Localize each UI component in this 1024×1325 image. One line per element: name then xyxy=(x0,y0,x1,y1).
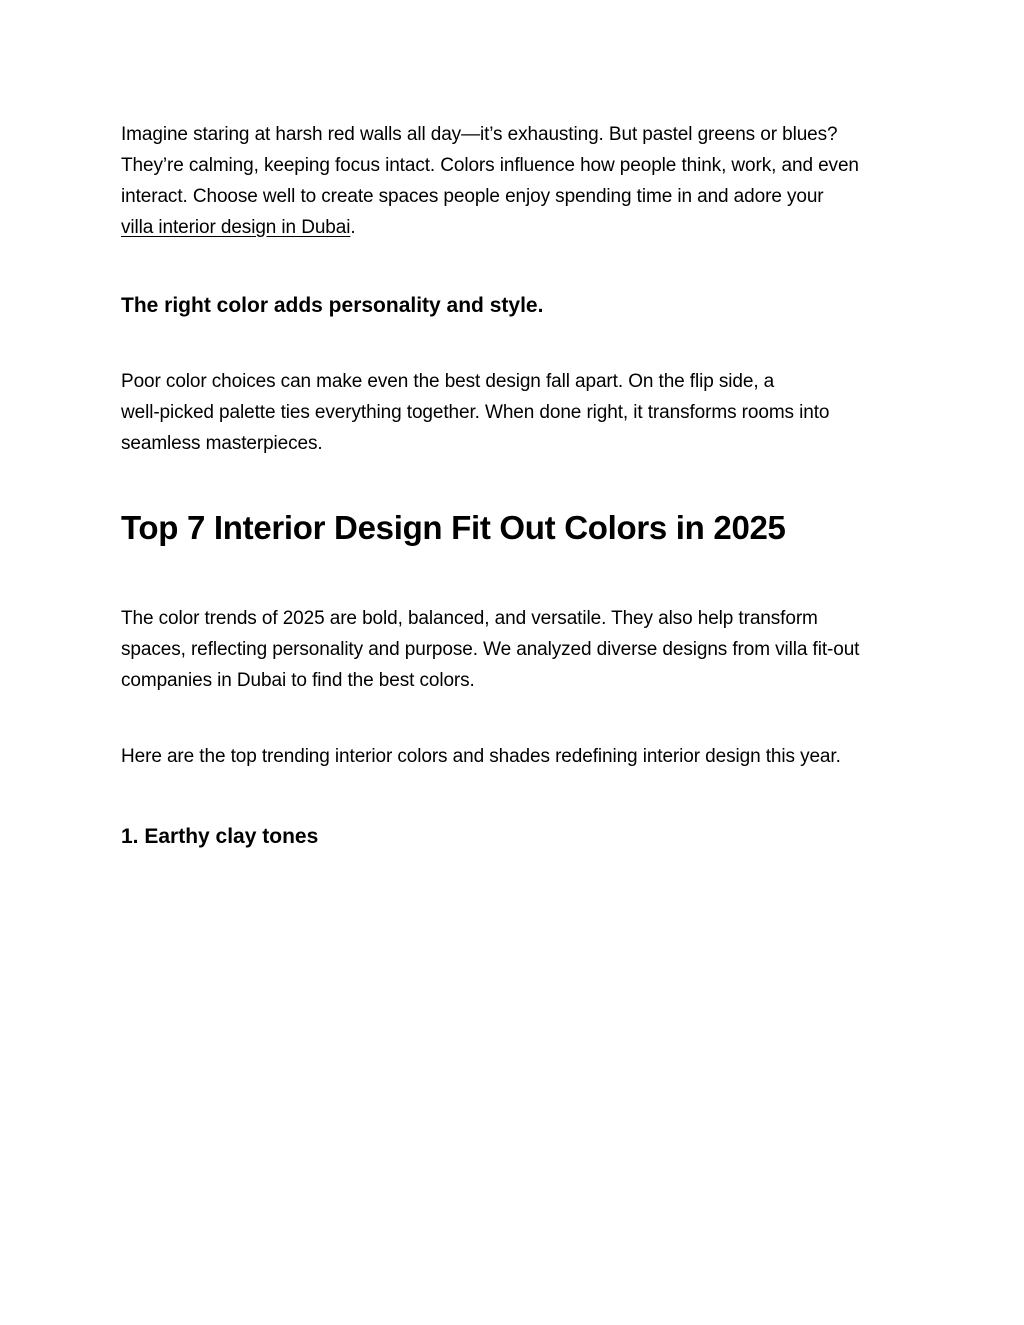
intro-line-2: They’re calming, keeping focus intact. Colors influence how people think, work, and even xyxy=(121,155,859,176)
intro-line-1: Imagine staring at harsh red walls all day—it’s exhausting. But pastel greens or blues? xyxy=(121,124,838,145)
top7-line-1: The color trends of 2025 are bold, balanced, and versatile. They also help transform xyxy=(121,608,818,629)
top7-paragraph-1 xyxy=(121,603,911,696)
intro-line-3: interact. Choose well to create spaces people enjoy spending time in and adore your xyxy=(121,186,824,207)
personality-paragraph xyxy=(121,366,911,459)
top7-line-3: companies in Dubai to find the best colors. xyxy=(121,670,475,691)
top7-para2-line: Here are the top trending interior colors and shades redefining interior design this year. xyxy=(121,746,841,767)
personality-heading: The right color adds personality and style. xyxy=(121,294,544,317)
personality-line-1: Poor color choices can make even the best design fall apart. On the flip side, a xyxy=(121,371,775,392)
top7-paragraph-2 xyxy=(121,741,911,772)
intro-line-4 xyxy=(121,212,911,243)
villa-interior-design-link[interactable]: villa interior design in Dubai xyxy=(121,217,351,238)
intro-link-suffix: . xyxy=(350,217,356,238)
personality-line-3: seamless masterpieces. xyxy=(121,433,323,454)
personality-line-2: well-picked palette ties everything together. When done right, it transforms rooms into xyxy=(121,402,830,423)
item1-heading: 1. Earthy clay tones xyxy=(121,825,319,848)
top7-heading: Top 7 Interior Design Fit Out Colors in 2025 xyxy=(121,509,786,546)
intro-paragraph xyxy=(121,119,911,243)
top7-line-2: spaces, reflecting personality and purpose. We analyzed diverse designs from villa fit-out xyxy=(121,639,860,660)
